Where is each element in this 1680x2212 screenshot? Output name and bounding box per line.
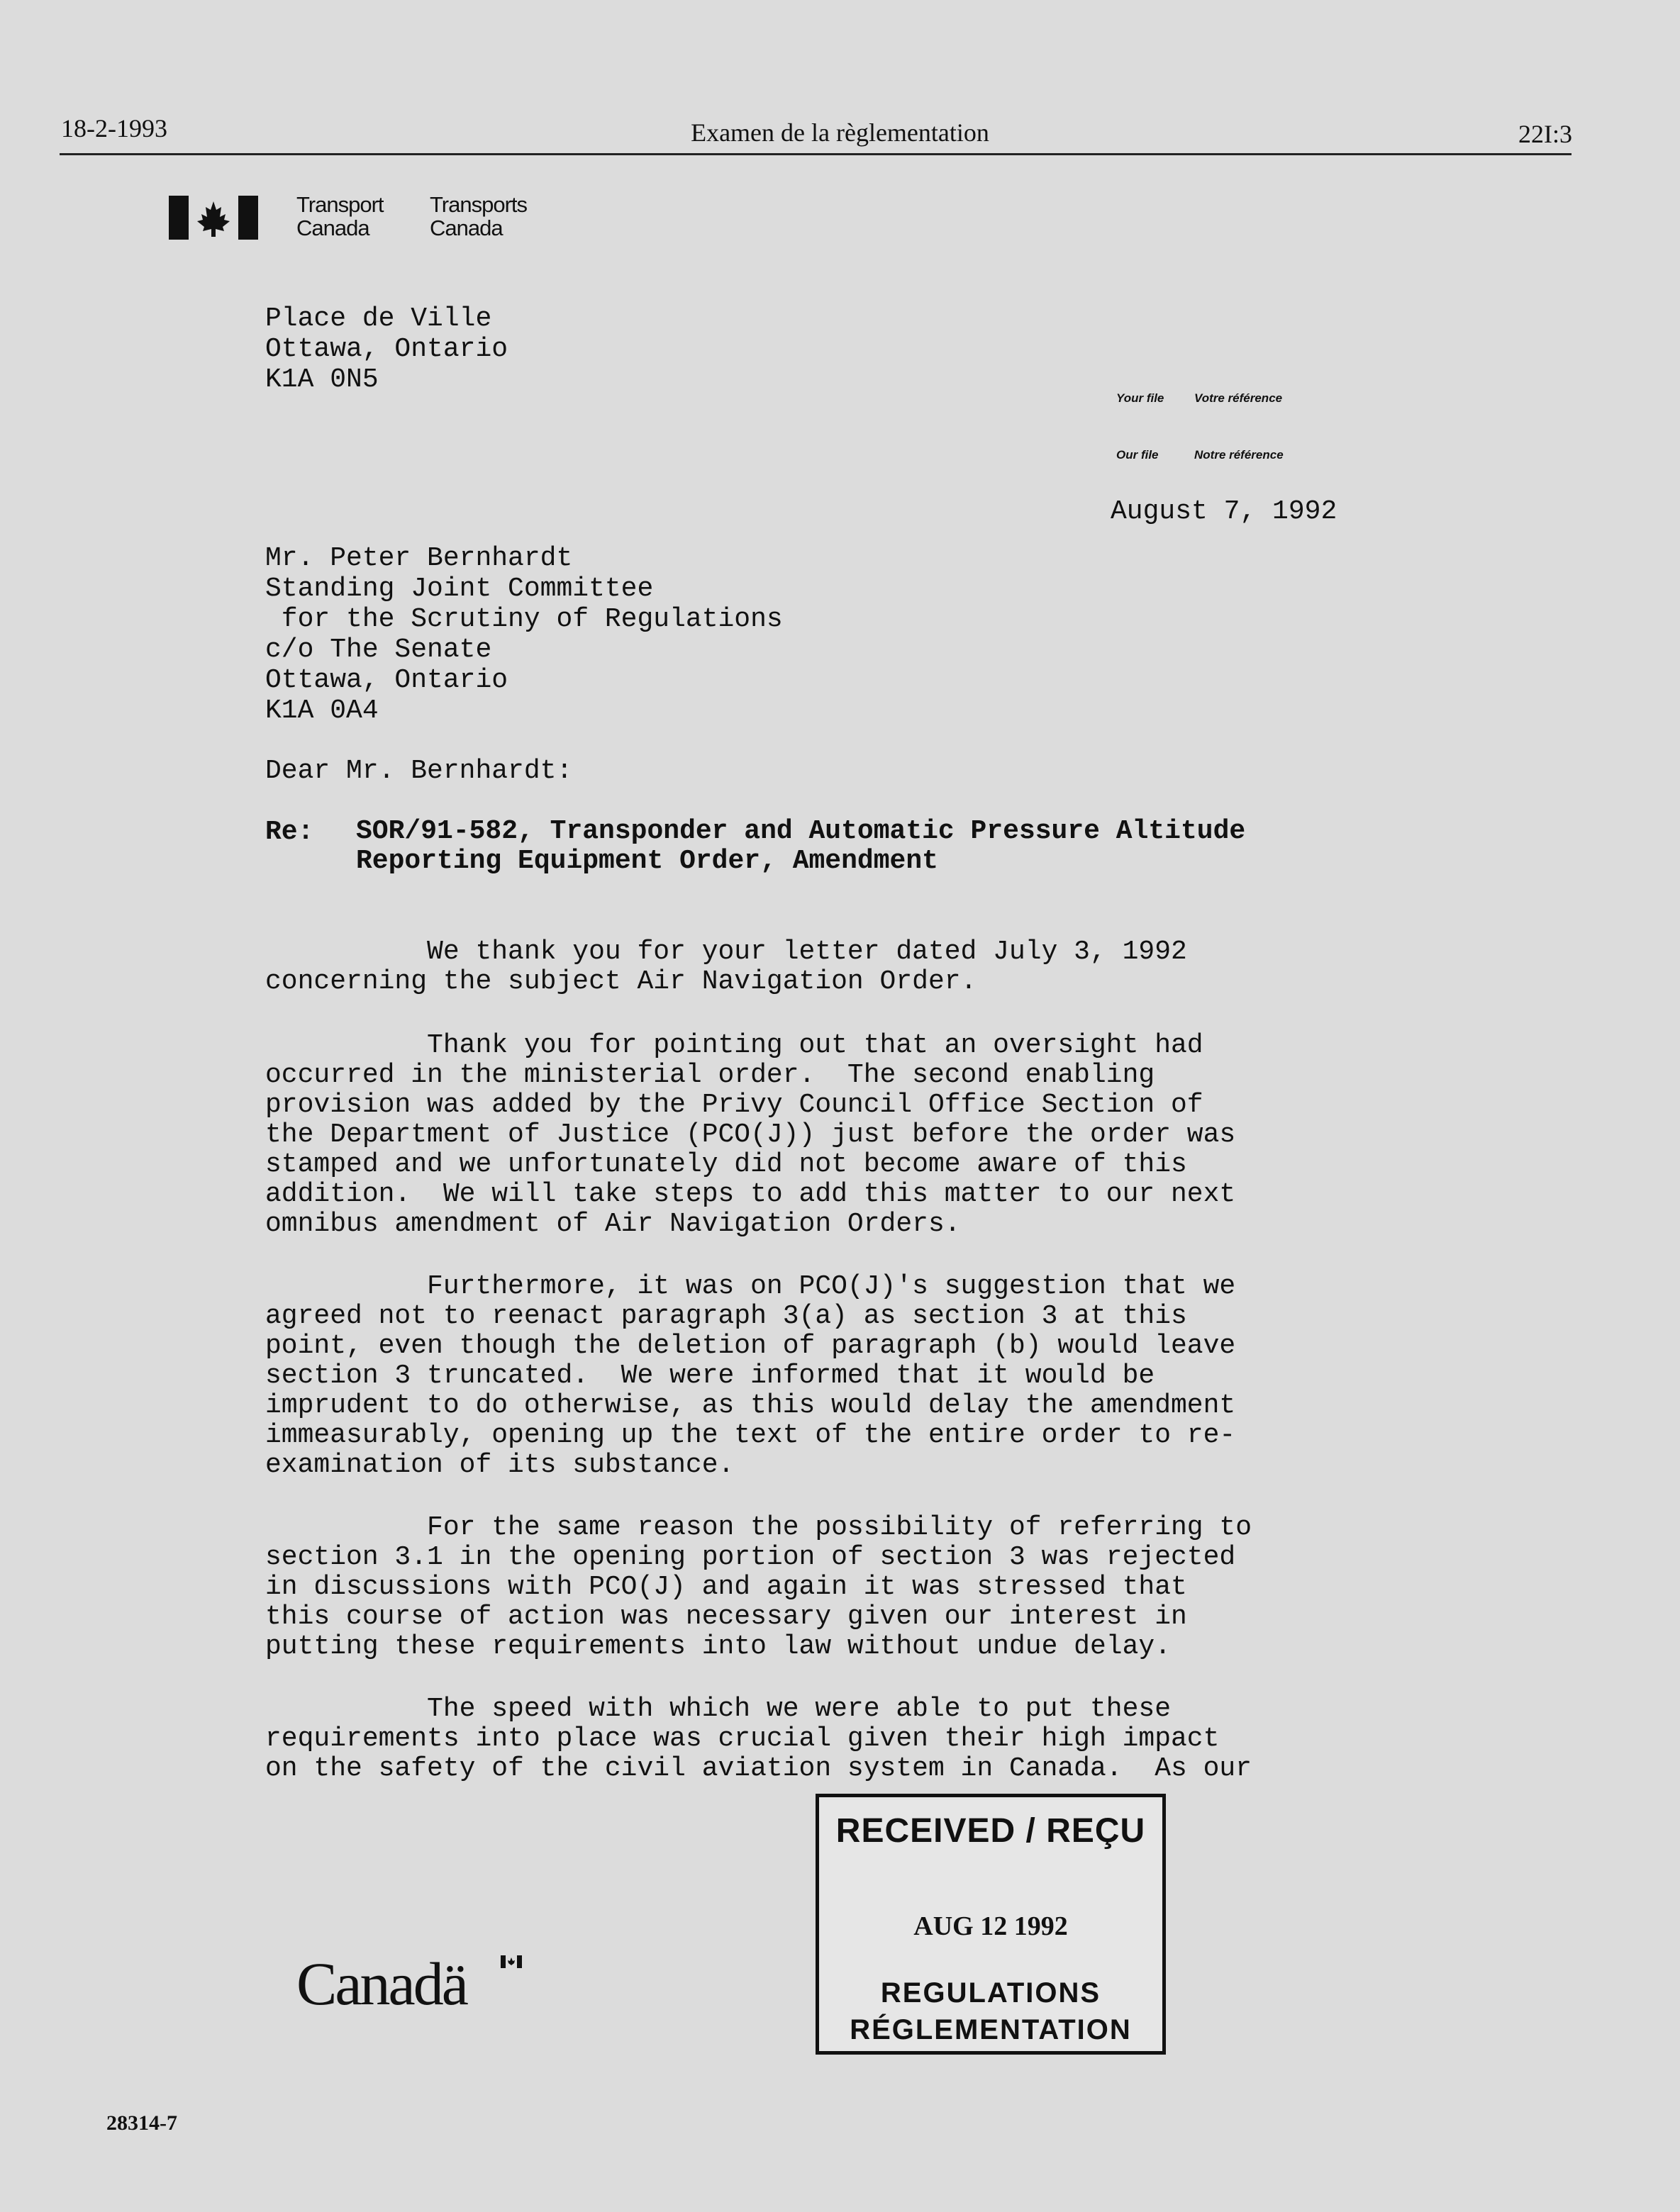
subject-line: SOR/91-582, Transponder and Automatic Pressure Altitude xyxy=(356,816,1246,847)
sender-address xyxy=(265,303,508,395)
body-paragraph: Thank you for pointing out that an oversight had occurred in the ministerial order. The second enabling provision was added by the Privy Council Office Section of the Department of Justice (PCO(J)) just before the order was stamped and we unfortunately did not become aware of this addition. We will take steps to add this matter to our next omnibus amendment of Air Navigation Orders. xyxy=(265,1030,1236,1239)
recipient-line: Standing Joint Committee xyxy=(265,574,654,604)
canada-wordmark: Canadä xyxy=(296,1950,467,2018)
letterhead-english xyxy=(296,193,384,240)
dept-fr-line2: Canada xyxy=(430,216,503,240)
body-paragraph: Furthermore, it was on PCO(J)'s suggestion that we agreed not to reenact paragraph 3(a) as section 3 at this point, even though the deletion of paragraph (b) would leave section 3 truncated. We were informed that it would be imprudent to do otherwise, as this would delay the amendment immeasurably, opening up the text of the entire order to re- examination of its substance. xyxy=(265,1271,1236,1480)
document-number: 28314-7 xyxy=(106,2111,177,2135)
subject-line: Reporting Equipment Order, Amendment xyxy=(356,846,938,876)
dept-fr-line1: Transports xyxy=(430,192,528,217)
sender-address-line: Ottawa, Ontario xyxy=(265,334,508,364)
salutation: Dear Mr. Bernhardt: xyxy=(265,756,573,786)
dept-en-line2: Canada xyxy=(296,216,369,240)
stamp-department-line: RÉGLEMENTATION xyxy=(850,2014,1132,2045)
received-stamp xyxy=(816,1794,1166,2055)
our-file-label-fr: Notre référence xyxy=(1194,448,1284,462)
subject-text xyxy=(356,817,1245,876)
recipient-line: c/o The Senate xyxy=(265,635,492,665)
dept-en-line1: Transport xyxy=(296,192,384,217)
canada-flag-icon xyxy=(169,196,258,240)
letterhead-french xyxy=(430,193,527,240)
header-page-number: 22I:3 xyxy=(1518,120,1572,148)
body-paragraph: We thank you for your letter dated July 3, 1992 concerning the subject Air Navigation Order. xyxy=(265,937,1187,997)
stamp-department xyxy=(819,1974,1162,2048)
recipient-line: K1A 0A4 xyxy=(265,696,379,726)
recipient-address xyxy=(265,543,783,726)
wordmark-flag-icon xyxy=(501,1955,522,1968)
header-date: 18-2-1993 xyxy=(61,114,167,143)
your-file-label: Your file xyxy=(1116,391,1164,405)
recipient-line: Ottawa, Ontario xyxy=(265,665,508,696)
stamp-date: AUG 12 1992 xyxy=(913,1911,1068,1941)
header-rule xyxy=(60,153,1571,155)
sender-address-line: Place de Ville xyxy=(265,303,492,334)
our-file-label: Our file xyxy=(1116,448,1159,462)
body-paragraph: The speed with which we were able to put these requirements into place was crucial given their high impact on the safety of the civil aviation system in Canada. As our xyxy=(265,1694,1252,1784)
your-file-label-fr: Votre référence xyxy=(1194,391,1283,405)
sender-address-line: K1A 0N5 xyxy=(265,364,379,395)
body-paragraph: For the same reason the possibility of referring to section 3.1 in the opening portion of section 3 was rejected in discussions with PCO(J) and again it was stressed that this course of action was necessary given our interest in putting these requirements into law without undue delay. xyxy=(265,1512,1252,1662)
recipient-line: for the Scrutiny of Regulations xyxy=(265,604,783,635)
header-title: Examen de la règlementation xyxy=(691,118,989,147)
stamp-received-text: RECEIVED / REÇU xyxy=(835,1812,1146,1850)
recipient-line: Mr. Peter Bernhardt xyxy=(265,543,573,574)
stamp-department-line: REGULATIONS xyxy=(880,1977,1101,2009)
letter-date: August 7, 1992 xyxy=(1111,496,1337,527)
subject-label: Re: xyxy=(265,817,314,847)
